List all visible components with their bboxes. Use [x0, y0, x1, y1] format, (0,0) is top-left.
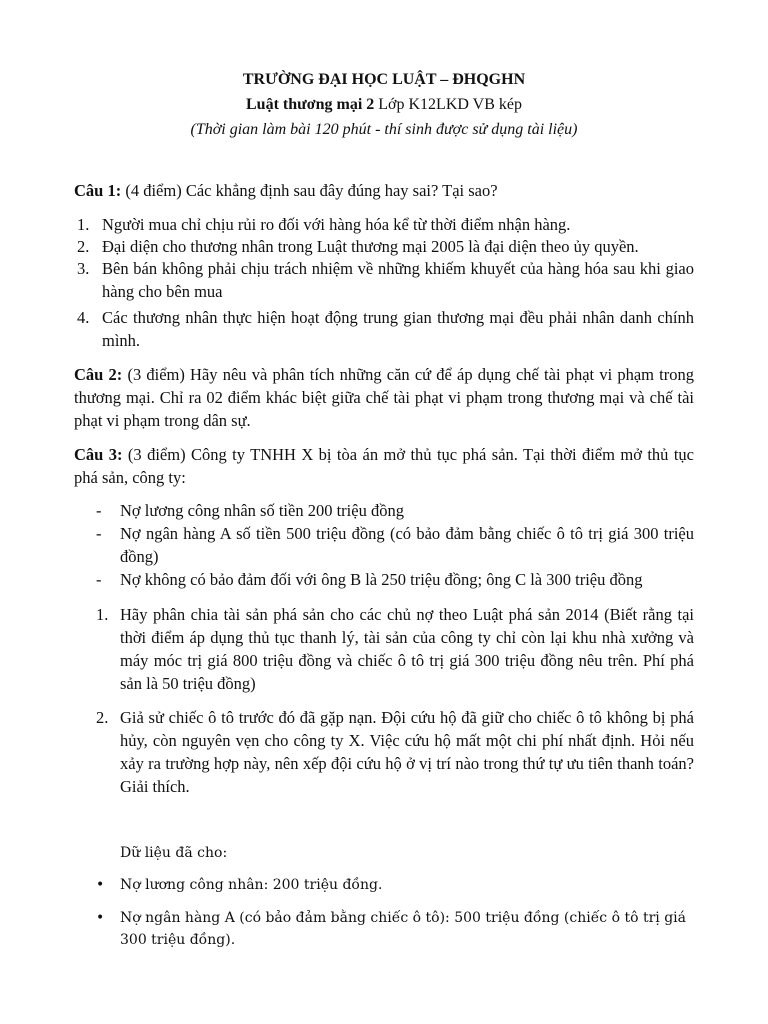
item-number: 4.	[77, 308, 90, 327]
item-text: Bên bán không phải chịu trách nhiệm về những khiếm khuyết của hàng hóa sau khi giao hàng cho bên mua	[102, 259, 694, 301]
time-note: (Thời gian làm bài 120 phút - thí sinh được sử dụng tài liệu)	[190, 121, 578, 138]
bullet-text: Nợ ngân hàng A (có bảo đảm bằng chiếc ô tô): 500 triệu đồng (chiếc ô tô trị giá 300 triệu đồng).	[120, 910, 687, 948]
item-text: Các thương nhân thực hiện hoạt động trung gian thương mại đều phải nhân danh chính mình.	[102, 308, 694, 350]
given-bullet	[74, 874, 694, 896]
question-1-intro	[74, 179, 694, 202]
question-3-text: (3 điểm) Công ty TNHH X bị tòa án mở thủ tục phá sản. Tại thời điểm mở thủ tục phá sản, công ty:	[74, 445, 695, 487]
question-3-task	[74, 706, 694, 798]
task-text: Giả sử chiếc ô tô trước đó đã gặp nạn. Đội cứu hộ đã giữ cho chiếc ô tô không bị phá hủy, còn nguyên vẹn cho công ty X. Việc cứu hộ mất một chi phí nhất định. Hỏi nếu xảy ra trường hợp này, nên xếp đội cứu hộ ở vị trí nào trong thứ tự ưu tiên thanh toán? Giải thích.	[120, 708, 694, 796]
item-number: 2.	[77, 237, 90, 256]
dash-marker: -	[96, 570, 102, 589]
debt-item	[74, 568, 694, 591]
given-heading: Dữ liệu đã cho:	[120, 845, 228, 861]
debt-text: Nợ ngân hàng A số tiền 500 triệu đồng (có bảo đảm bằng chiếc ô tô trị giá 300 triệu đồng)	[120, 524, 694, 566]
given-bullet	[74, 907, 694, 951]
dash-marker: -	[96, 524, 102, 543]
question-1-item	[74, 306, 694, 352]
school-title: TRƯỜNG ĐẠI HỌC LUẬT – ĐHQGHN	[242, 71, 526, 88]
debt-item	[74, 522, 694, 568]
debt-text: Nợ không có bảo đảm đối với ông B là 250 triệu đồng; ông C là 300 triệu đồng	[120, 570, 643, 589]
debt-text: Nợ lương công nhân số tiền 200 triệu đồng	[120, 501, 404, 520]
bullet-text: Nợ lương công nhân: 200 triệu đồng.	[120, 877, 383, 893]
class-info: Lớp K12LKD VB kép	[374, 96, 522, 113]
item-number: 1.	[77, 215, 90, 234]
task-number: 1.	[96, 605, 109, 624]
question-3-intro	[74, 443, 694, 489]
task-number: 2.	[96, 708, 109, 727]
item-text: Người mua chỉ chịu rủi ro đối với hàng hóa kể từ thời điểm nhận hàng.	[102, 215, 571, 234]
dash-marker: -	[96, 501, 102, 520]
bullet-marker: •	[96, 877, 105, 893]
subject-name: Luật thương mại 2	[246, 96, 375, 113]
question-2-text: (3 điểm) Hãy nêu và phân tích những căn cứ để áp dụng chế tài phạt vi phạm trong thương mại. Chỉ ra 02 điểm khác biệt giữa chế tài phạt vi phạm trong thương mại và chế tài phạt vi phạm trong dân sự.	[74, 365, 694, 430]
question-1-text: (4 điểm) Các khẳng định sau đây đúng hay sai? Tại sao?	[121, 181, 498, 200]
question-2	[74, 363, 694, 432]
item-number: 3.	[77, 259, 90, 278]
question-2-label: Câu 2:	[74, 365, 123, 384]
question-3-task	[74, 603, 694, 695]
question-1-item	[74, 213, 694, 236]
item-text: Đại diện cho thương nhân trong Luật thương mại 2005 là đại diện theo ủy quyền.	[102, 237, 639, 256]
question-1-item	[74, 235, 694, 258]
course-line	[74, 94, 694, 116]
question-1-label: Câu 1:	[74, 181, 122, 200]
debt-item	[74, 499, 694, 522]
question-3-label: Câu 3:	[74, 445, 123, 464]
bullet-marker: •	[96, 910, 105, 926]
question-1-item	[74, 257, 694, 303]
task-text: Hãy phân chia tài sản phá sản cho các chủ nợ theo Luật phá sản 2014 (Biết rằng tại thời điểm áp dụng thủ tục thanh lý, tài sản của công ty chỉ còn lại khu nhà xưởng và máy móc trị giá 800 triệu đồng và chiếc ô tô trị giá 300 triệu đồng nêu trên. Phí phá sản là 50 triệu đồng)	[120, 605, 694, 693]
